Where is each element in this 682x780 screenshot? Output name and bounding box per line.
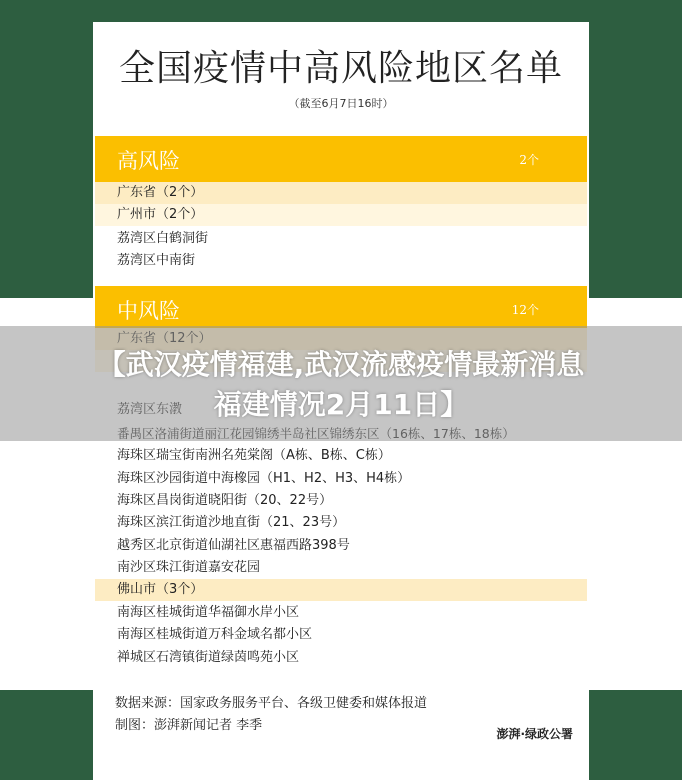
medium-risk-city-row: 佛山市（3个） [95,579,587,601]
high-risk-header [95,136,587,182]
high-risk-street-row: 荔湾区中南街 [117,253,196,268]
medium-risk-row: 海珠区昌岗街道晓阳街（20、22号） [117,493,333,508]
publisher-watermark: 澎湃·绿政公署 [496,727,573,741]
document-subtitle: （截至6月7日16时） [288,97,394,110]
high-risk-count: 2个 [519,153,539,167]
high-risk-label: 高风险 [117,149,180,173]
medium-risk-row: 海珠区瑞宝街南洲名苑棠阁（A栋、B栋、C栋） [117,448,391,463]
medium-risk-row: 禅城区石湾镇街道绿茵鸣苑小区 [117,650,300,665]
headline-line-1: 【武汉疫情福建,武汉流感疫情最新消息 [97,348,585,381]
headline-line-2: 福建情况2月11日】 [213,388,469,421]
medium-risk-row: 南海区桂城街道万科金域名都小区 [117,627,313,642]
document-title: 全国疫情中高风险地区名单 [118,48,563,89]
chart-credit: 制图：澎湃新闻记者 李季 [115,718,263,733]
medium-risk-row: 南沙区珠江街道嘉安花园 [117,560,261,575]
medium-risk-row: 海珠区沙园街道中海橡园（H1、H2、H3、H4栋） [117,471,411,486]
medium-risk-count: 12个 [511,303,539,317]
medium-risk-row: 越秀区北京街道仙湖社区惠福西路398号 [117,538,350,553]
medium-risk-row: 海珠区滨江街道沙地直街（21、23号） [117,515,346,530]
medium-risk-row: 南海区桂城街道华福御水岸小区 [117,605,300,620]
headline-text [10,345,672,425]
data-source: 数据来源：国家政务服务平台、各级卫健委和媒体报道 [115,696,428,711]
high-risk-street-row: 荔湾区白鹤洞街 [117,231,209,246]
high-risk-city-row: 广州市（2个） [95,204,587,226]
medium-risk-label: 中风险 [117,299,180,323]
high-risk-province-row: 广东省（2个） [95,182,587,204]
